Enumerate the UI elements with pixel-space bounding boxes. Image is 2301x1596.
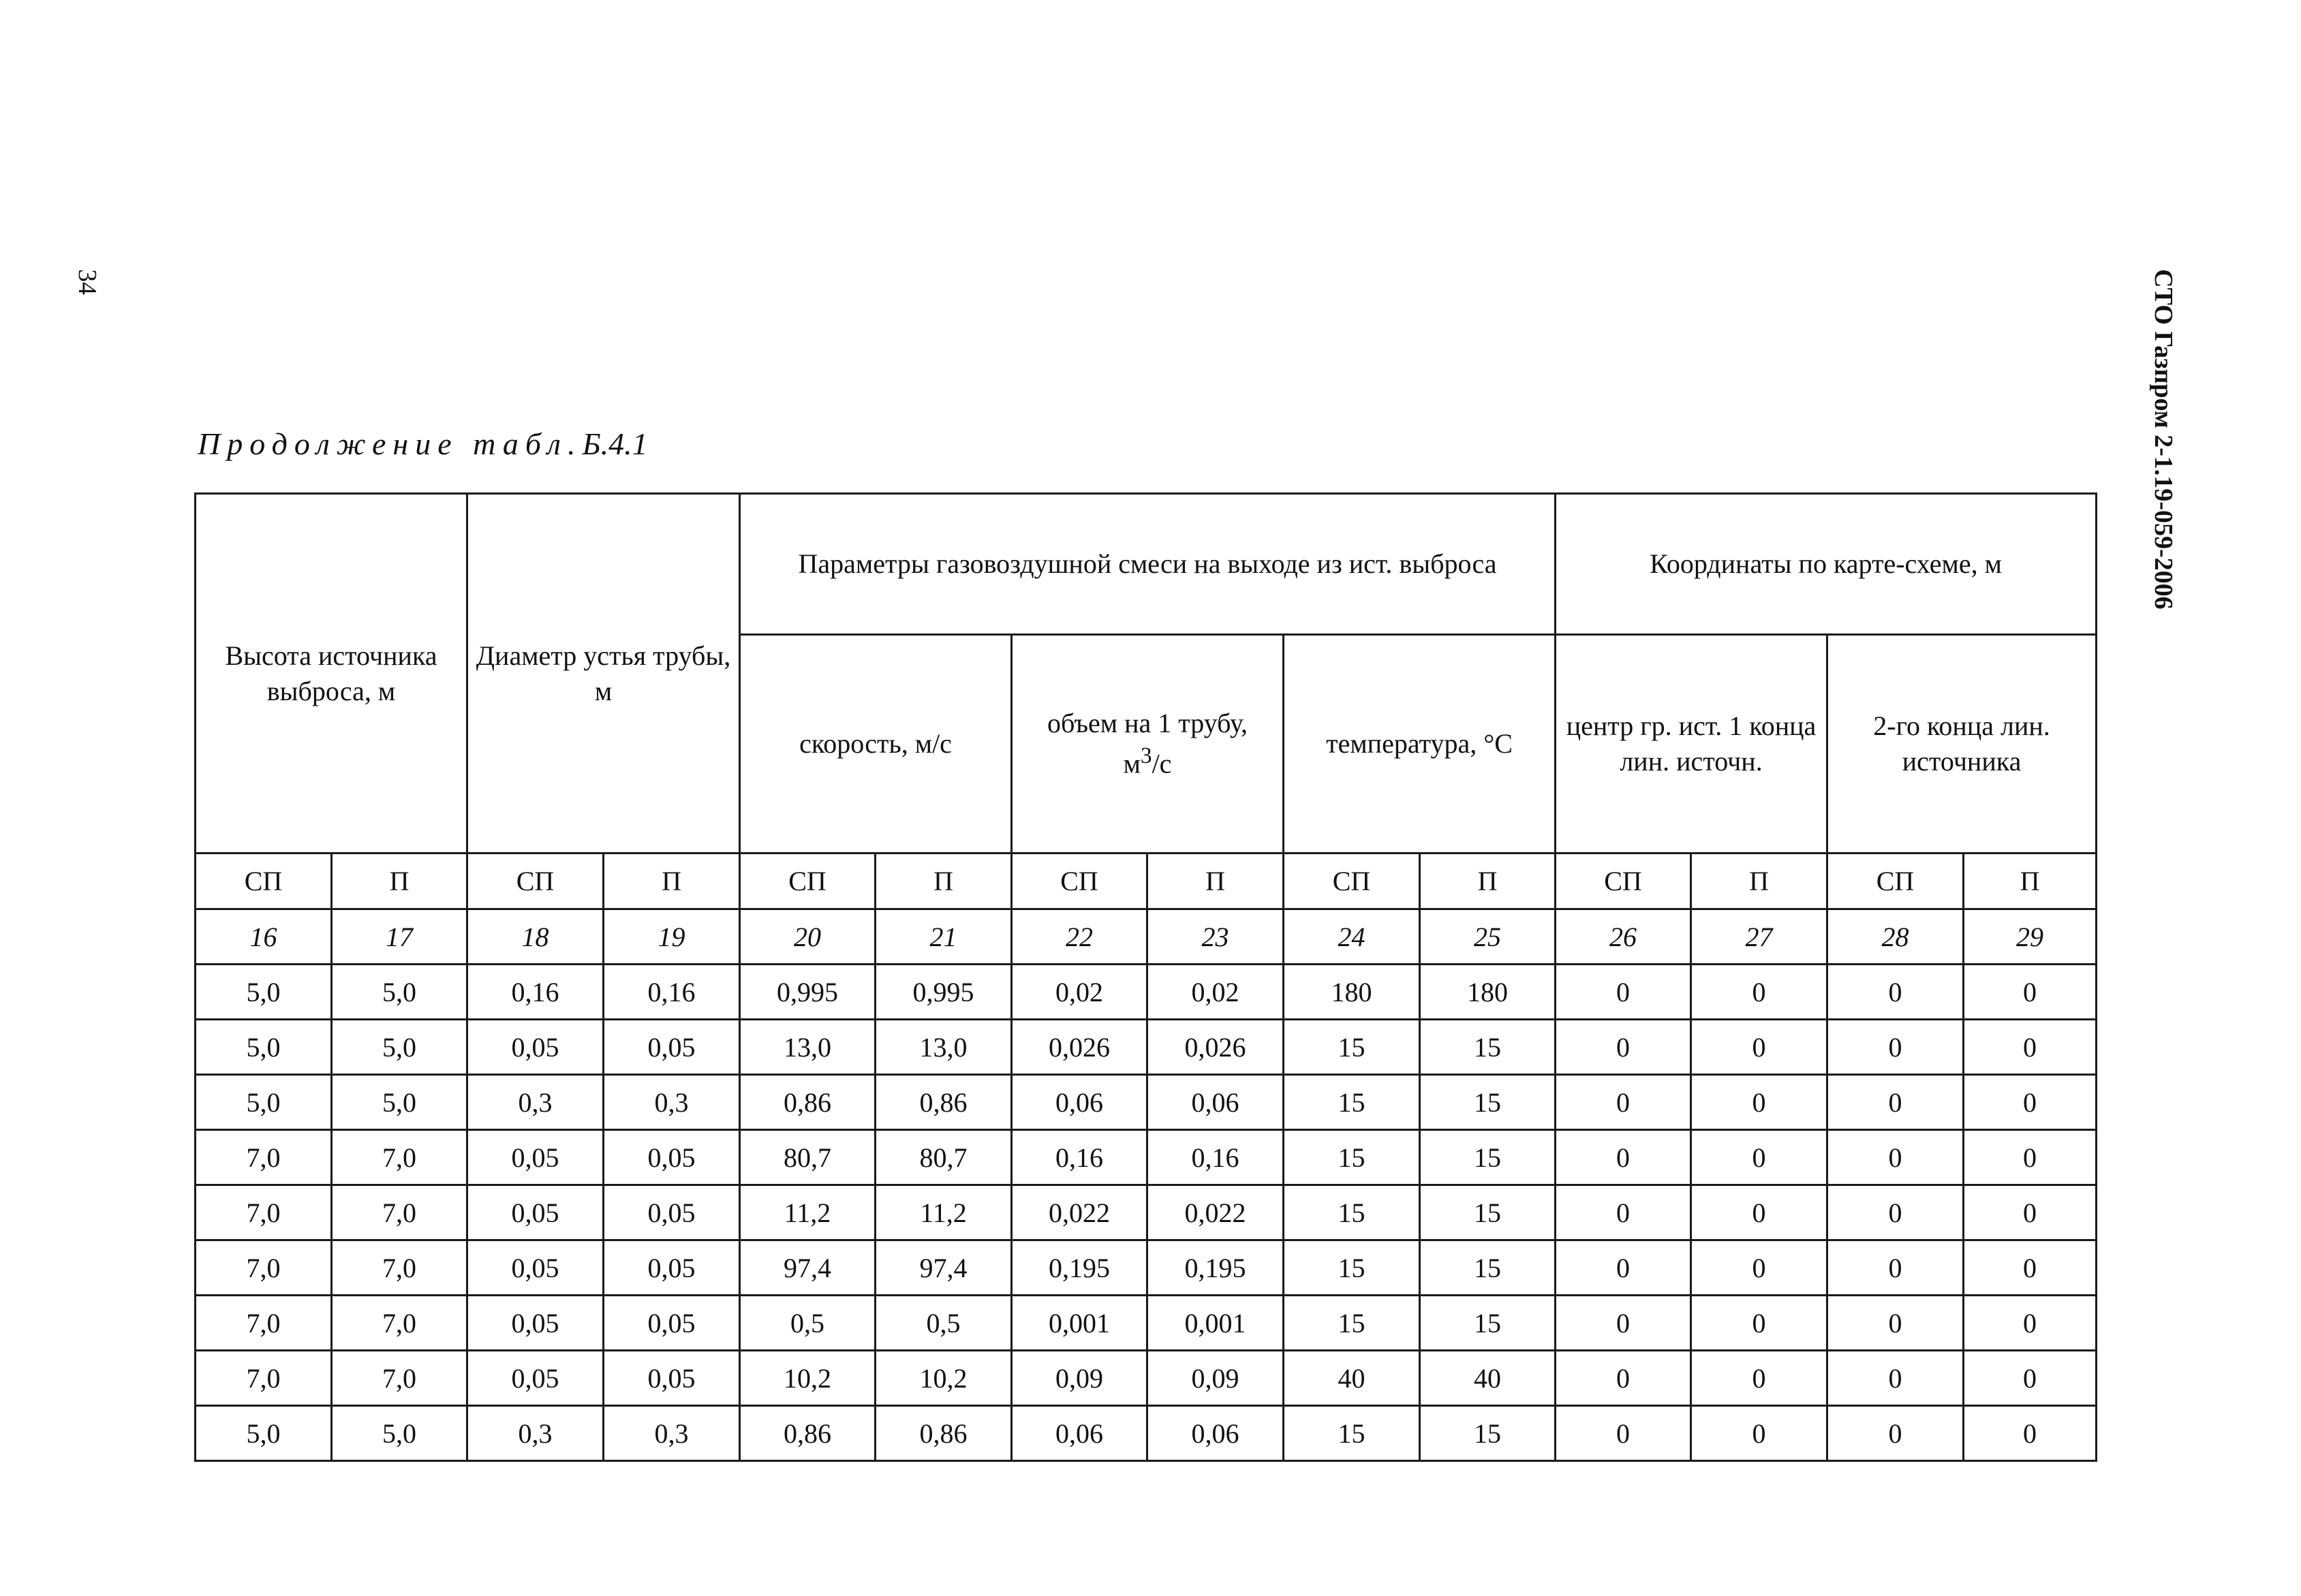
table-cell: 15 <box>1284 1406 1420 1461</box>
table-cell: 0,022 <box>1147 1185 1284 1240</box>
table-cell: 0 <box>1691 1075 1827 1130</box>
table-cell: 0,995 <box>740 965 876 1020</box>
column-number-cell: 19 <box>604 909 740 965</box>
table-cell: 5,0 <box>332 1075 467 1130</box>
table-cell: 15 <box>1420 1406 1556 1461</box>
table-cell: 0,16 <box>604 965 740 1020</box>
table-row <box>196 1296 2097 1351</box>
subheader-cell: СП <box>1827 854 1964 909</box>
header-volume <box>1012 635 1284 854</box>
table-cell: 0 <box>1964 1185 2097 1240</box>
table-cell: 0,995 <box>876 965 1012 1020</box>
emission-parameters-table <box>194 492 2097 1462</box>
table-cell: 5,0 <box>196 1020 332 1075</box>
subheader-row <box>196 854 2097 909</box>
subheader-cell: П <box>876 854 1012 909</box>
table-cell: 0,195 <box>1147 1240 1284 1296</box>
table-cell: 5,0 <box>332 965 467 1020</box>
table-cell: 0,05 <box>467 1351 604 1406</box>
subheader-cell: П <box>604 854 740 909</box>
table-cell: 0 <box>1827 1130 1964 1185</box>
document-code: СТО Газпром 2-1.19-059-2006 <box>2149 269 2178 610</box>
subheader-cell: П <box>1691 854 1827 909</box>
table-cell: 0,3 <box>467 1075 604 1130</box>
table-cell: 0 <box>1691 1130 1827 1185</box>
table-cell: 0,16 <box>1012 1130 1147 1185</box>
header-pipe-diameter: Диаметр устья трубы, м <box>467 494 740 854</box>
subheader-cell: П <box>1420 854 1556 909</box>
table-cell: 0 <box>1556 1130 1691 1185</box>
table-cell: 0 <box>1691 1296 1827 1351</box>
table-cell: 7,0 <box>196 1240 332 1296</box>
table-cell: 10,2 <box>876 1351 1012 1406</box>
table-cell: 0,16 <box>467 965 604 1020</box>
table-cell: 0 <box>1556 1185 1691 1240</box>
table-cell: 0 <box>1964 1020 2097 1075</box>
table-row <box>196 1075 2097 1130</box>
table-cell: 0 <box>1691 1406 1827 1461</box>
table-row <box>196 1406 2097 1461</box>
table-cell: 15 <box>1284 1185 1420 1240</box>
table-cell: 15 <box>1284 1296 1420 1351</box>
table-cell: 0,5 <box>876 1296 1012 1351</box>
table-cell: 0,001 <box>1012 1296 1147 1351</box>
table-cell: 0,05 <box>604 1130 740 1185</box>
table-cell: 0,001 <box>1147 1296 1284 1351</box>
header-volume-unit-base: м <box>1123 748 1141 779</box>
table-cell: 0,3 <box>604 1075 740 1130</box>
table-cell: 7,0 <box>332 1185 467 1240</box>
table-cell: 0 <box>1556 1351 1691 1406</box>
table-cell: 0 <box>1691 1240 1827 1296</box>
table-cell: 0,09 <box>1147 1351 1284 1406</box>
table-row <box>196 1020 2097 1075</box>
subheader-cell: СП <box>740 854 876 909</box>
table-cell: 0,06 <box>1012 1406 1147 1461</box>
table-row <box>196 1240 2097 1296</box>
table-cell: 0,06 <box>1147 1406 1284 1461</box>
subheader-cell: П <box>1964 854 2097 909</box>
table-cell: 0 <box>1556 1296 1691 1351</box>
table-cell: 15 <box>1420 1240 1556 1296</box>
table-cell: 0 <box>1827 1406 1964 1461</box>
table-cell: 0,06 <box>1012 1075 1147 1130</box>
table-cell: 0 <box>1964 1406 2097 1461</box>
table-cell: 15 <box>1284 1020 1420 1075</box>
table-cell: 0 <box>1964 965 2097 1020</box>
table-body <box>196 494 2097 1461</box>
table-cell: 7,0 <box>196 1351 332 1406</box>
header-coord-end2: 2-го конца лин. источника <box>1827 635 2097 854</box>
table-cell: 15 <box>1420 1185 1556 1240</box>
table-cell: 0 <box>1691 1020 1827 1075</box>
table-row <box>196 1351 2097 1406</box>
column-number-cell: 21 <box>876 909 1012 965</box>
table-cell: 0,86 <box>876 1406 1012 1461</box>
table-cell: 0,02 <box>1012 965 1147 1020</box>
table-cell: 0,05 <box>604 1185 740 1240</box>
subheader-cell: П <box>332 854 467 909</box>
table-cell: 0 <box>1827 1185 1964 1240</box>
header-volume-unit-sup: 3 <box>1140 743 1152 769</box>
table-cell: 0 <box>1964 1075 2097 1130</box>
column-number-cell: 25 <box>1420 909 1556 965</box>
column-number-cell: 28 <box>1827 909 1964 965</box>
header-speed: скорость, м/с <box>740 635 1012 854</box>
caption-prefix: Продолжение табл. <box>198 426 583 461</box>
column-number-cell: 16 <box>196 909 332 965</box>
table-cell: 0,3 <box>604 1406 740 1461</box>
header-volume-label: объем на 1 трубу, <box>1047 708 1248 739</box>
table-cell: 7,0 <box>196 1296 332 1351</box>
table-cell: 0 <box>1556 1240 1691 1296</box>
table-cell: 0 <box>1964 1296 2097 1351</box>
table-cell: 15 <box>1420 1130 1556 1185</box>
table-cell: 0,02 <box>1147 965 1284 1020</box>
column-number-cell: 23 <box>1147 909 1284 965</box>
column-number-cell: 20 <box>740 909 876 965</box>
table-cell: 97,4 <box>740 1240 876 1296</box>
table-cell: 0,86 <box>740 1406 876 1461</box>
header-source-height: Высота источника выброса, м <box>196 494 467 854</box>
column-number-row <box>196 909 2097 965</box>
table-cell: 0 <box>1827 1075 1964 1130</box>
subheader-cell: СП <box>467 854 604 909</box>
table-cell: 0,026 <box>1012 1020 1147 1075</box>
table-row <box>196 965 2097 1020</box>
table-cell: 7,0 <box>196 1130 332 1185</box>
table-cell: 0,05 <box>604 1296 740 1351</box>
table-cell: 80,7 <box>740 1130 876 1185</box>
table-cell: 7,0 <box>332 1240 467 1296</box>
table-cell: 0,05 <box>467 1240 604 1296</box>
table-cell: 0 <box>1964 1351 2097 1406</box>
table-cell: 15 <box>1420 1020 1556 1075</box>
table-cell: 0 <box>1691 965 1827 1020</box>
table-cell: 180 <box>1284 965 1420 1020</box>
table-cell: 0,05 <box>467 1020 604 1075</box>
table-cell: 11,2 <box>876 1185 1012 1240</box>
table-cell: 15 <box>1284 1075 1420 1130</box>
table-cell: 10,2 <box>740 1351 876 1406</box>
table-row <box>196 1130 2097 1185</box>
table-cell: 0 <box>1691 1185 1827 1240</box>
table-cell: 5,0 <box>332 1020 467 1075</box>
header-coord-center: центр гр. ист. 1 конца лин. источн. <box>1556 635 1827 854</box>
header-row-1 <box>196 494 2097 635</box>
table-cell: 0 <box>1827 1296 1964 1351</box>
table-cell: 15 <box>1420 1296 1556 1351</box>
table-cell: 0,05 <box>467 1296 604 1351</box>
table-cell: 0,16 <box>1147 1130 1284 1185</box>
table-cell: 0 <box>1827 965 1964 1020</box>
table-cell: 0,86 <box>740 1075 876 1130</box>
table-cell: 13,0 <box>876 1020 1012 1075</box>
subheader-cell: СП <box>196 854 332 909</box>
table-cell: 5,0 <box>332 1406 467 1461</box>
column-number-cell: 22 <box>1012 909 1147 965</box>
table-cell: 0,05 <box>467 1130 604 1185</box>
table-cell: 11,2 <box>740 1185 876 1240</box>
column-number-cell: 27 <box>1691 909 1827 965</box>
table-cell: 0,195 <box>1012 1240 1147 1296</box>
table-cell: 0,05 <box>467 1185 604 1240</box>
page-number: 34 <box>73 269 102 295</box>
table-cell: 0 <box>1827 1240 1964 1296</box>
table-cell: 0,05 <box>604 1351 740 1406</box>
table-cell: 5,0 <box>196 1075 332 1130</box>
table-cell: 0 <box>1827 1351 1964 1406</box>
table-cell: 5,0 <box>196 965 332 1020</box>
table-cell: 15 <box>1284 1130 1420 1185</box>
column-number-cell: 18 <box>467 909 604 965</box>
table-cell: 0 <box>1827 1020 1964 1075</box>
table-cell: 0,026 <box>1147 1020 1284 1075</box>
table-cell: 7,0 <box>196 1185 332 1240</box>
table-cell: 0 <box>1964 1240 2097 1296</box>
table-caption <box>198 426 648 462</box>
table-cell: 0 <box>1556 965 1691 1020</box>
table-cell: 80,7 <box>876 1130 1012 1185</box>
table-cell: 0,09 <box>1012 1351 1147 1406</box>
table-cell: 180 <box>1420 965 1556 1020</box>
table-cell: 40 <box>1420 1351 1556 1406</box>
table-cell: 0 <box>1691 1351 1827 1406</box>
table-cell: 0,06 <box>1147 1075 1284 1130</box>
table-cell: 0 <box>1556 1075 1691 1130</box>
table-cell: 15 <box>1420 1075 1556 1130</box>
table-cell: 40 <box>1284 1351 1420 1406</box>
table-cell: 0,05 <box>604 1020 740 1075</box>
table-cell: 0,5 <box>740 1296 876 1351</box>
subheader-cell: СП <box>1556 854 1691 909</box>
subheader-cell: СП <box>1284 854 1420 909</box>
column-number-cell: 26 <box>1556 909 1691 965</box>
table-row <box>196 1185 2097 1240</box>
subheader-cell: П <box>1147 854 1284 909</box>
table-cell: 0 <box>1964 1130 2097 1185</box>
table-cell: 13,0 <box>740 1020 876 1075</box>
header-volume-unit-tail: /с <box>1152 748 1172 779</box>
header-coordinates: Координаты по карте-схеме, м <box>1556 494 2097 635</box>
table-cell: 0 <box>1556 1406 1691 1461</box>
table-cell: 7,0 <box>332 1296 467 1351</box>
table-cell: 15 <box>1284 1240 1420 1296</box>
table-cell: 7,0 <box>332 1130 467 1185</box>
column-number-cell: 17 <box>332 909 467 965</box>
table-cell: 0 <box>1556 1020 1691 1075</box>
table-cell: 0,05 <box>604 1240 740 1296</box>
table-cell: 0,022 <box>1012 1185 1147 1240</box>
column-number-cell: 29 <box>1964 909 2097 965</box>
table-cell: 7,0 <box>332 1351 467 1406</box>
caption-table-ref: Б.4.1 <box>582 426 648 461</box>
table-cell: 0,86 <box>876 1075 1012 1130</box>
table-cell: 0,3 <box>467 1406 604 1461</box>
column-number-cell: 24 <box>1284 909 1420 965</box>
header-temperature: температура, °С <box>1284 635 1556 854</box>
table-cell: 97,4 <box>876 1240 1012 1296</box>
header-gas-air-params: Параметры газовоздушной смеси на выходе из ист. выброса <box>740 494 1556 635</box>
subheader-cell: СП <box>1012 854 1147 909</box>
table-cell: 5,0 <box>196 1406 332 1461</box>
